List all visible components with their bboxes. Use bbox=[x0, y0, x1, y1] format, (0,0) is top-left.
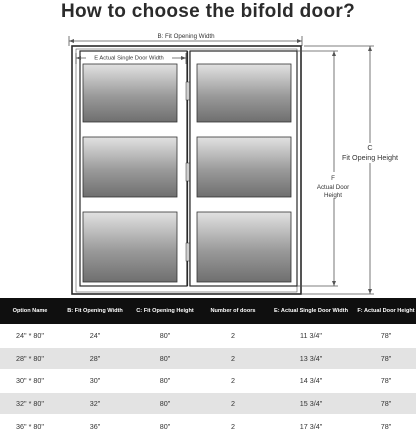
dimension-b bbox=[69, 32, 302, 46]
dimension-c-label: Fit Opeing Height bbox=[342, 153, 398, 162]
table-cell: 24" * 80" bbox=[0, 325, 60, 348]
dimension-e-label: E Actual Single Door Width bbox=[94, 55, 164, 62]
dimension-f-label-line2: Height bbox=[324, 192, 342, 199]
right-door-panel bbox=[190, 51, 297, 286]
size-table bbox=[0, 298, 416, 437]
header-option-name: Option Name bbox=[0, 298, 60, 325]
table-cell: 13 3/4" bbox=[266, 347, 356, 370]
table-cell: 80" bbox=[130, 370, 200, 393]
table-cell: 80" bbox=[130, 415, 200, 437]
dimension-f-label-line1: Actual Door bbox=[316, 184, 350, 191]
table-cell: 36" bbox=[60, 415, 130, 437]
dimension-c bbox=[302, 46, 410, 294]
table-row bbox=[0, 415, 416, 437]
table-cell: 2 bbox=[200, 347, 266, 370]
table-cell: 80" bbox=[130, 347, 200, 370]
header-fit-opening-width: B: Fit Opening Width bbox=[60, 298, 130, 325]
table-cell: 17 3/4" bbox=[266, 415, 356, 437]
table-cell: 2 bbox=[200, 392, 266, 415]
table-cell: 2 bbox=[200, 325, 266, 348]
table-cell: 78" bbox=[356, 415, 416, 437]
header-number-of-doors: Number of doors bbox=[200, 298, 266, 325]
table-cell: 14 3/4" bbox=[266, 370, 356, 393]
table-cell: 32" * 80" bbox=[0, 392, 60, 415]
header-actual-door-height: F: Actual Door Height bbox=[356, 298, 416, 325]
table-cell: 2 bbox=[200, 415, 266, 437]
table-cell: 15 3/4" bbox=[266, 392, 356, 415]
table-cell: 36" * 80" bbox=[0, 415, 60, 437]
left-door-panel bbox=[80, 51, 187, 286]
table-cell: 2 bbox=[200, 370, 266, 393]
dimension-c-letter: C bbox=[367, 143, 373, 152]
table-cell: 78" bbox=[356, 370, 416, 393]
table-cell: 80" bbox=[130, 325, 200, 348]
dimension-b-label: B: Fit Opening Width bbox=[157, 33, 215, 40]
page-title: How to choose the bifold door? bbox=[61, 1, 355, 22]
table-cell: 78" bbox=[356, 392, 416, 415]
table-cell: 11 3/4" bbox=[266, 325, 356, 348]
header-fit-opening-height: C: Fit Opening Height bbox=[130, 298, 200, 325]
table-cell: 80" bbox=[130, 392, 200, 415]
dimension-f-letter: F bbox=[331, 175, 335, 182]
table-cell: 32" bbox=[60, 392, 130, 415]
table-row bbox=[0, 347, 416, 370]
dimension-f bbox=[297, 51, 363, 286]
header-actual-single-door-width: E: Actual Single Door Width bbox=[266, 298, 356, 325]
table-cell: 78" bbox=[356, 325, 416, 348]
table-row bbox=[0, 392, 416, 415]
table-row bbox=[0, 370, 416, 393]
table-cell: 30" bbox=[60, 370, 130, 393]
table-cell: 30" * 80" bbox=[0, 370, 60, 393]
table-cell: 28" * 80" bbox=[0, 347, 60, 370]
table-cell: 24" bbox=[60, 325, 130, 348]
table-row bbox=[0, 325, 416, 348]
table-cell: 78" bbox=[356, 347, 416, 370]
table-cell: 28" bbox=[60, 347, 130, 370]
table-header-row bbox=[0, 298, 416, 325]
